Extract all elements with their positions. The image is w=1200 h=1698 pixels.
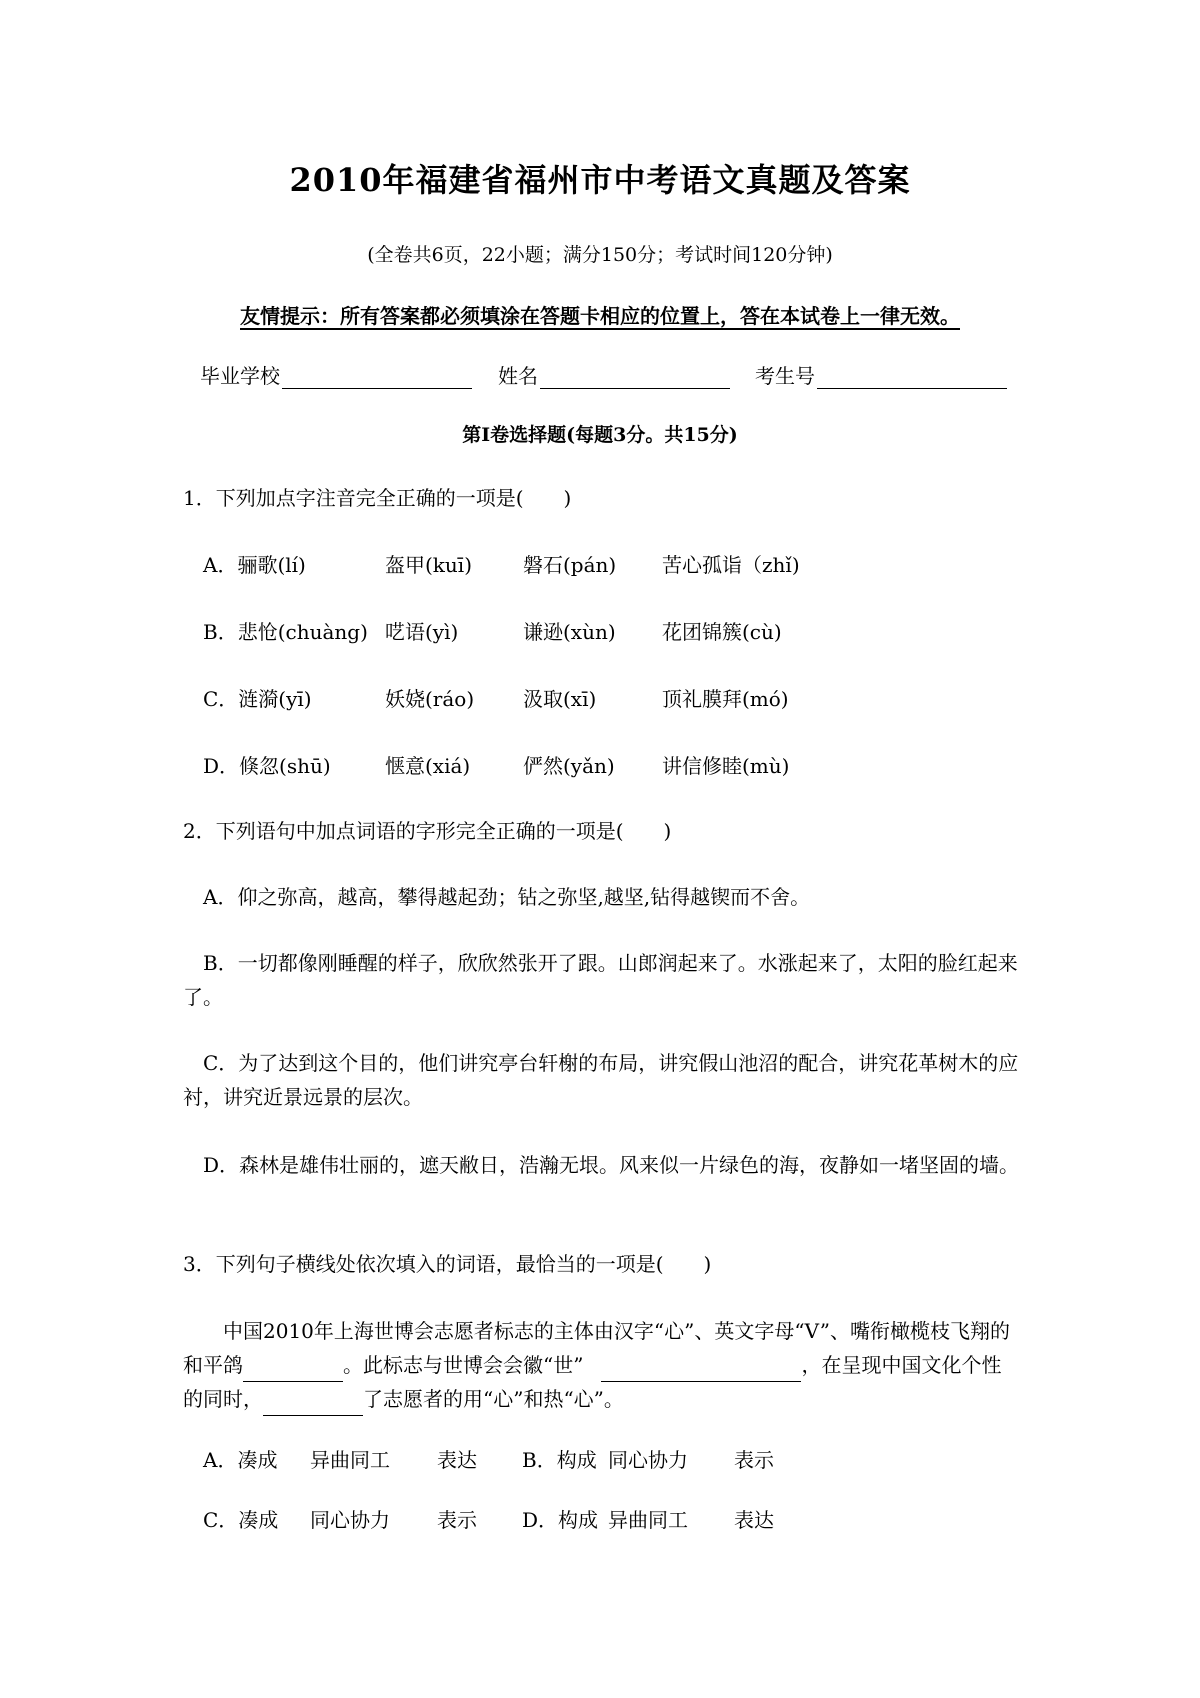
page-title: 2010年福建省福州市中考语文真题及答案 <box>289 161 911 199</box>
q3-d-label: D．构成 <box>522 1508 599 1532</box>
q2-option-b: B．一切都像刚睡醒的样子，欣欣然张开了跟。山郎润起来了。水涨起来了，太阳的脸红起来了。 <box>183 951 1018 1009</box>
q3-b-3: 表示 <box>734 1448 774 1472</box>
q3-c-label: C．凑成 <box>203 1508 279 1532</box>
q3-passage <box>183 1314 1023 1416</box>
q1-d-1: D．倏忽(shū) <box>203 754 331 778</box>
name-label: 姓名 <box>498 364 538 388</box>
q3-passage-part1: 中国2010年上海世博会志愿者标志的主体由汉字“心”、英文字母“V”、嘴衔橄榄枝飞翔的和平鸽 <box>183 1319 1010 1377</box>
q1-b-3: 谦逊(xùn) <box>523 620 616 644</box>
exam-no-field <box>755 360 1007 389</box>
q1-a-3: 磐石(pán) <box>523 553 617 577</box>
q3-passage-part3: ，在呈现中国文化个性 的同时， <box>183 1353 1022 1411</box>
school-label: 毕业学校 <box>200 364 280 388</box>
q3-d-3: 表达 <box>734 1508 774 1532</box>
q3-d-2: 异曲同工 <box>608 1508 688 1532</box>
q1-c-4: 顶礼膜拜(mó) <box>662 687 789 711</box>
q3-blank-3 <box>263 1395 363 1416</box>
q3-a-label: A．凑成 <box>203 1448 278 1472</box>
school-blank <box>282 366 472 389</box>
q1-c-1: C．涟漪(yī) <box>203 687 312 711</box>
q1-b-2: 呓语(yì) <box>385 620 459 644</box>
q1-a-2: 盔甲(kuī) <box>385 553 473 577</box>
q3-passage-part2: 。此标志与世博会会徽“世” <box>343 1353 584 1377</box>
q1-a-4: 苦心孤诣（zhǐ) <box>662 553 800 577</box>
q3-passage-part4: 了志愿者的用“心”和热“心”。 <box>363 1387 624 1411</box>
q2-option-c: C．为了达到这个目的，他们讲究亭台轩榭的布局，讲究假山池沼的配合，讲究花革树木的应衬，讲究近景远景的层次。 <box>183 1051 1019 1109</box>
friendly-notice: 友情提示：所有答案都必须填涂在答题卡相应的位置上，答在本试卷上一律无效。 <box>240 304 960 328</box>
q2-option-d: D．森林是雄伟壮丽的，遮天敝日，浩瀚无垠。风来似一片绿色的海，夜静如一堵坚固的墙。 <box>203 1153 1020 1177</box>
q3-b-label: B．构成 <box>522 1448 597 1472</box>
q1-d-3: 俨然(yǎn) <box>523 754 615 778</box>
q1-stem: 1．下列加点字注音完全正确的一项是( ) <box>183 486 572 510</box>
q2-option-a: A．仰之弥高，越高，攀得越起劲；钻之弥坚,越坚,钻得越锲而不舍。 <box>203 885 811 909</box>
name-field <box>498 360 730 389</box>
exam-no-blank <box>817 366 1007 389</box>
q2-stem: 2．下列语句中加点词语的字形完全正确的一项是( ) <box>183 819 672 843</box>
q1-c-2: 妖娆(ráo) <box>385 687 475 711</box>
q3-b-2: 同心协力 <box>608 1448 688 1472</box>
q1-b-4: 花团锦簇(cù) <box>662 620 782 644</box>
q1-d-4: 讲信修睦(mù) <box>662 754 790 778</box>
q3-blank-1 <box>243 1361 343 1382</box>
q3-c-2: 同心协力 <box>310 1508 390 1532</box>
q3-a-2: 异曲同工 <box>310 1448 390 1472</box>
q1-d-2: 惬意(xiá) <box>385 754 471 778</box>
q1-c-3: 汲取(xī) <box>523 687 597 711</box>
q3-a-3: 表达 <box>437 1448 477 1472</box>
exam-no-label: 考生号 <box>755 364 815 388</box>
q3-stem: 3．下列句子横线处依次填入的词语，最恰当的一项是( ) <box>183 1252 712 1276</box>
school-field <box>200 360 472 389</box>
q3-blank-2 <box>601 1361 801 1382</box>
name-blank <box>540 366 730 389</box>
q1-b-1: B．悲怆(chuàng) <box>203 620 368 644</box>
section-heading: 第Ⅰ卷选择题(每题3分。共15分) <box>462 424 738 446</box>
q3-c-3: 表示 <box>437 1508 477 1532</box>
exam-info: (全卷共6页，22小题；满分150分；考试时间120分钟) <box>367 244 833 266</box>
q1-a-1: A．骊歌(lí) <box>203 553 306 577</box>
